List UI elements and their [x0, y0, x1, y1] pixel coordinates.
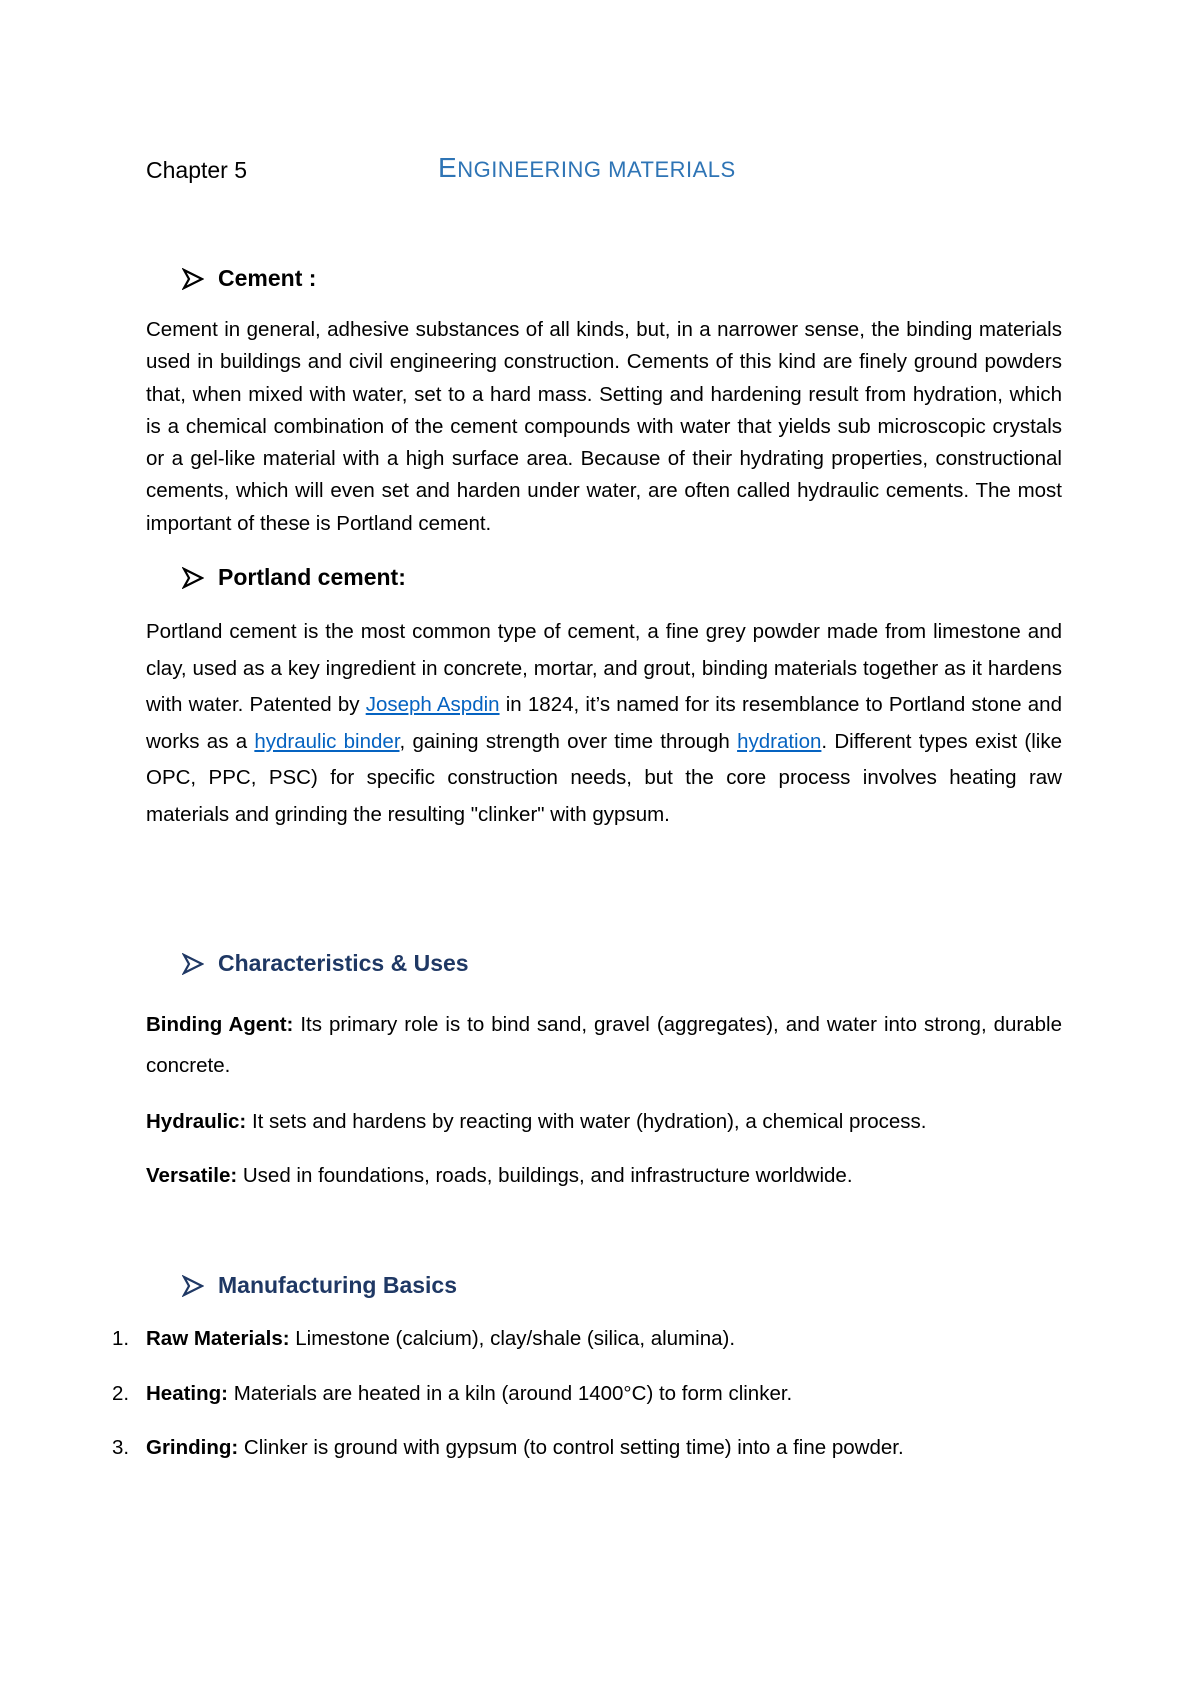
portland-text-4: . Different types exist (like OPC, PPC, PSC) for specific construction needs, but the core process involves heating raw materials and grinding the resulting "clinker" with gypsum. [146, 729, 1062, 826]
title-row [146, 152, 1066, 192]
characteristic-label: Versatile: [146, 1164, 238, 1187]
list-text: Clinker is ground with gypsum (to control setting time) into a fine powder. [238, 1436, 904, 1459]
portland-heading [182, 564, 406, 591]
characteristic-item [146, 1101, 1062, 1142]
list-label: Grinding: [146, 1436, 239, 1459]
characteristic-item [146, 1155, 1062, 1196]
manufacturing-heading [182, 1272, 457, 1299]
manufacturing-heading-text: Manufacturing Basics [218, 1272, 457, 1298]
joseph-aspdin-link[interactable]: Joseph Aspdin [365, 693, 500, 717]
hydraulic-binder-link[interactable]: hydraulic binder [254, 729, 400, 753]
portland-text-1: Portland cement is the most common type of cement, a fine grey powder made from limestone and clay, used as a key ingredient in concrete, mortar, and grout, binding materials together as it hardens with water. Patented by [146, 620, 1062, 717]
list-number: 2. [112, 1382, 130, 1405]
list-text: Limestone (calcium), clay/shale (silica, alumina). [289, 1327, 736, 1350]
chapter-title-initial: E [438, 152, 458, 183]
characteristic-label: Binding Agent: [146, 1013, 294, 1036]
cement-heading [182, 265, 316, 292]
characteristic-text: Used in foundations, roads, buildings, and infrastructure worldwide. [237, 1164, 853, 1187]
list-text: Materials are heated in a kiln (around 1400°C) to form clinker. [228, 1382, 793, 1405]
list-number: 3. [112, 1436, 130, 1459]
portland-text-2: in 1824, it’s named for its resemblance to Portland stone and works as a [146, 693, 1062, 753]
cement-paragraph: Cement in general, adhesive substances of all kinds, but, in a narrower sense, the binding materials used in buildings and civil engineering construction. Cements of this kind are finely ground powders that, when mixed with water, set to a hard mass. Setting and hardening result from hydration, which is a chemical combination of the cement compounds with water that yields sub microscopic crystals or a gel-like material with a high surface area. Because of their hydrating properties, constructional cements, which will even set and harden under water, are often called hydraulic cements. The most important of these is Portland cement. [146, 318, 1062, 535]
chapter-title-rest: NGINEERING MATERIALS [457, 157, 736, 182]
list-item [112, 1382, 1072, 1406]
chapter-label: Chapter 5 [146, 157, 248, 183]
cement-heading-text: Cement : [218, 265, 317, 291]
list-label: Heating: [146, 1382, 228, 1405]
list-item [112, 1327, 1072, 1351]
portland-heading-text: Portland cement: [218, 564, 406, 590]
list-content [146, 1382, 792, 1406]
list-item [112, 1436, 1072, 1460]
characteristic-text: It sets and hardens by reacting with water (hydration), a chemical process. [246, 1110, 927, 1133]
list-number: 1. [112, 1327, 130, 1350]
arrow-bullet-icon [182, 268, 204, 290]
list-content [146, 1436, 904, 1460]
list-content [146, 1327, 735, 1351]
arrow-bullet-icon [182, 1275, 204, 1297]
arrow-bullet-icon [182, 567, 204, 589]
characteristic-text: Its primary role is to bind sand, gravel (aggregates), and water into strong, durable concrete. [146, 1013, 1062, 1077]
arrow-bullet-icon [182, 953, 204, 975]
list-label: Raw Materials: [146, 1327, 290, 1350]
characteristics-heading [182, 950, 469, 977]
chapter-title [438, 152, 736, 184]
hydration-link[interactable]: hydration [737, 729, 822, 753]
characteristic-label: Hydraulic: [146, 1110, 247, 1133]
portland-paragraph [146, 614, 1062, 834]
portland-text-3: , gaining strength over time through [399, 729, 738, 753]
characteristic-item [146, 1004, 1062, 1086]
characteristics-heading-text: Characteristics & Uses [218, 950, 469, 976]
